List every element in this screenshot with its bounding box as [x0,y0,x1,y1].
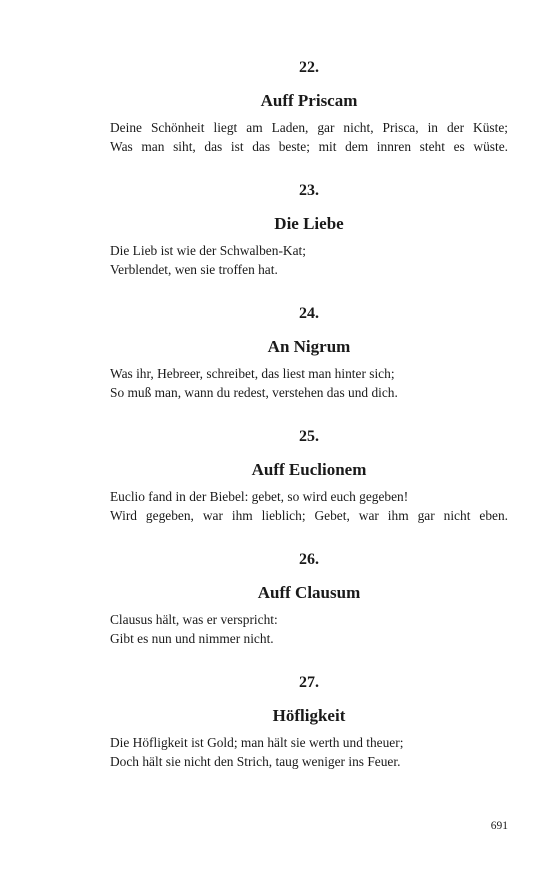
spacer [110,648,508,673]
poem-number: 25. [299,428,319,445]
poem-22 [110,58,508,156]
page-body [110,58,508,771]
poem-line: Verblendet, wen sie troffen hat. [110,262,278,277]
poem-26 [110,550,508,648]
poem-line: Was man siht, das ist das beste; mit dem innren steht es wüste. [110,139,508,154]
page-number: 691 [490,820,508,832]
poem-title: Auff Clausum [257,583,361,602]
poem-line: Die Höfligkeit ist Gold; man hält sie werth und theuer; [110,735,404,750]
poem-lines [110,487,508,525]
poem-number: 24. [299,305,319,322]
poem-line: Deine Schönheit liegt am Laden, gar nicht, Prisca, in der Küste; [110,120,508,135]
poem-number: 23. [299,182,319,199]
spacer [110,156,508,181]
poem-title: An Nigrum [267,337,351,356]
poem-23 [110,181,508,279]
poem-line: Gibt es nun und nimmer nicht. [110,631,274,646]
poem-25 [110,427,508,525]
poem-line: Euclio fand in der Biebel: gebet, so wird euch gegeben! [110,489,409,504]
poem-line: Was ihr, Hebreer, schreibet, das liest man hinter sich; [110,366,395,381]
poem-number: 22. [299,59,319,76]
poem-lines [110,118,508,156]
poem-lines [110,610,508,648]
poem-line: So muß man, wann du redest, verstehen das und dich. [110,385,398,400]
poem-line: Clausus hält, was er verspricht: [110,612,278,627]
poem-lines [110,364,508,402]
poem-title: Auff Euclionem [251,460,367,479]
poem-lines [110,241,508,279]
poem-title: Auff Priscam [260,91,358,110]
poem-line: Doch hält sie nicht den Strich, taug weniger ins Feuer. [110,754,401,769]
poem-number: 26. [299,551,319,568]
poem-27 [110,673,508,771]
spacer [110,402,508,427]
poem-title: Die Liebe [274,214,344,233]
poem-number: 27. [299,674,319,691]
poem-line: Wird gegeben, war ihm lieblich; Gebet, war ihm gar nicht eben. [110,508,508,523]
poem-lines [110,733,508,771]
poem-line: Die Lieb ist wie der Schwalben-Kat; [110,243,306,258]
spacer [110,279,508,304]
poem-title: Höfligkeit [272,706,346,725]
poem-24 [110,304,508,402]
spacer [110,525,508,550]
